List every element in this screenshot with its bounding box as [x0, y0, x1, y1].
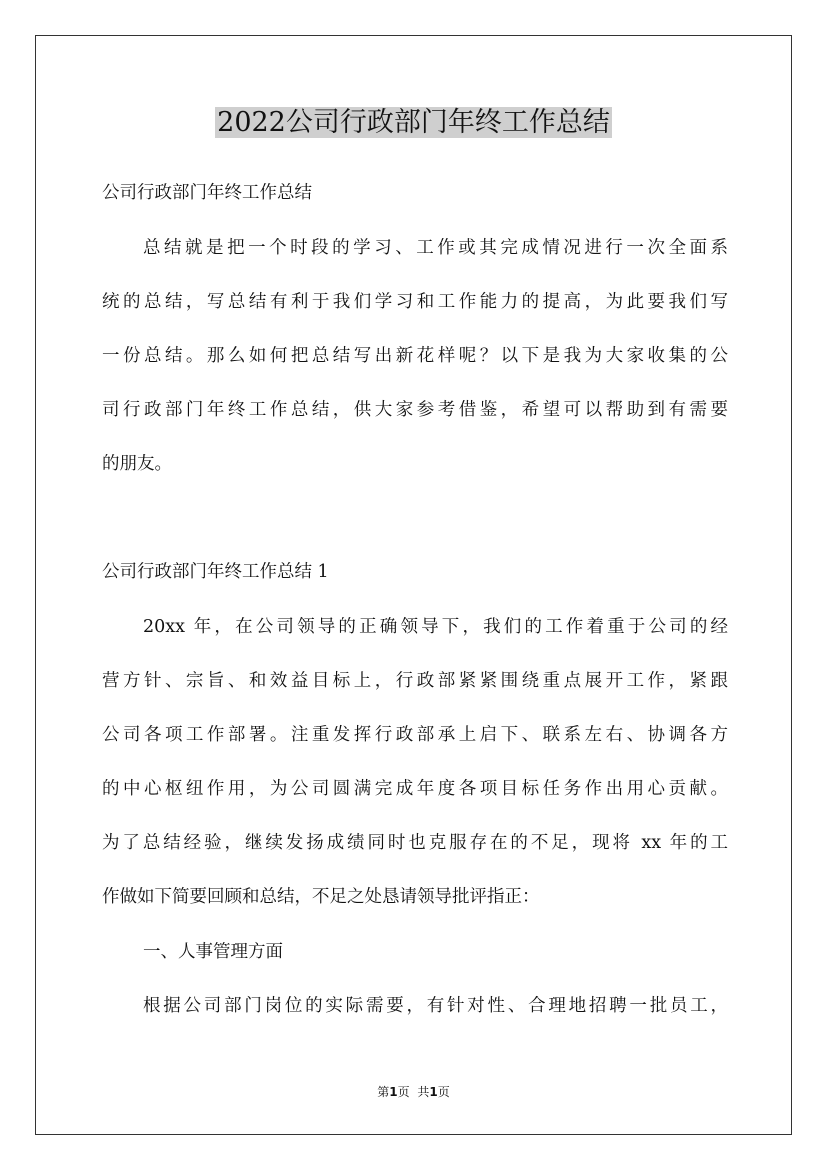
footer-page-suffix: 页 [397, 1085, 410, 1099]
paragraph-line: 为了总结经验，继续发扬成绩同时也克服存在的不足，现将 xx 年的工 [102, 833, 728, 853]
section-heading: 公司行政部门年终工作总结 1 [102, 562, 329, 582]
section-heading: 公司行政部门年终工作总结 [102, 183, 312, 203]
paragraph-line: 一份总结。那么如何把总结写出新花样呢？以下是我为大家收集的公 [102, 346, 728, 366]
document-title-text: 2022公司行政部门年终工作总结 [217, 107, 610, 138]
paragraph-line: 根据公司部门岗位的实际需要，有针对性、合理地招聘一批员工， [143, 996, 728, 1016]
paragraph-line: 营方针、宗旨、和效益目标上，行政部紧紧围绕重点展开工作，紧跟 [102, 671, 728, 691]
paragraph-line: 司行政部门年终工作总结，供大家参考借鉴，希望可以帮助到有需要 [102, 400, 728, 420]
paragraph-line: 作做如下简要回顾和总结，不足之处恳请领导批评指正： [102, 887, 540, 907]
footer-page-prefix: 第 [377, 1085, 390, 1099]
paragraph-line: 20xx 年，在公司领导的正确领导下，我们的工作着重于公司的经 [143, 617, 728, 637]
paragraph-line: 公司各项工作部署。注重发挥行政部承上启下、联系左右、协调各方 [102, 725, 728, 745]
paragraph-line: 的中心枢纽作用，为公司圆满完成年度各项目标任务作出用心贡献。 [102, 779, 728, 799]
document-title [0, 103, 827, 143]
page-footer [0, 1082, 827, 1102]
footer-total-prefix: 共 [417, 1085, 430, 1099]
paragraph-line: 的朋友。 [102, 454, 172, 474]
subsection-heading: 一、人事管理方面 [143, 942, 283, 962]
paragraph-line: 总结就是把一个时段的学习、工作或其完成情况进行一次全面系 [143, 238, 728, 258]
paragraph-line: 统的总结，写总结有利于我们学习和工作能力的提高，为此要我们写 [102, 292, 728, 312]
footer-page-current: 1 [389, 1085, 398, 1099]
footer-total-pages: 1 [429, 1085, 438, 1099]
footer-total-suffix: 页 [437, 1085, 450, 1099]
